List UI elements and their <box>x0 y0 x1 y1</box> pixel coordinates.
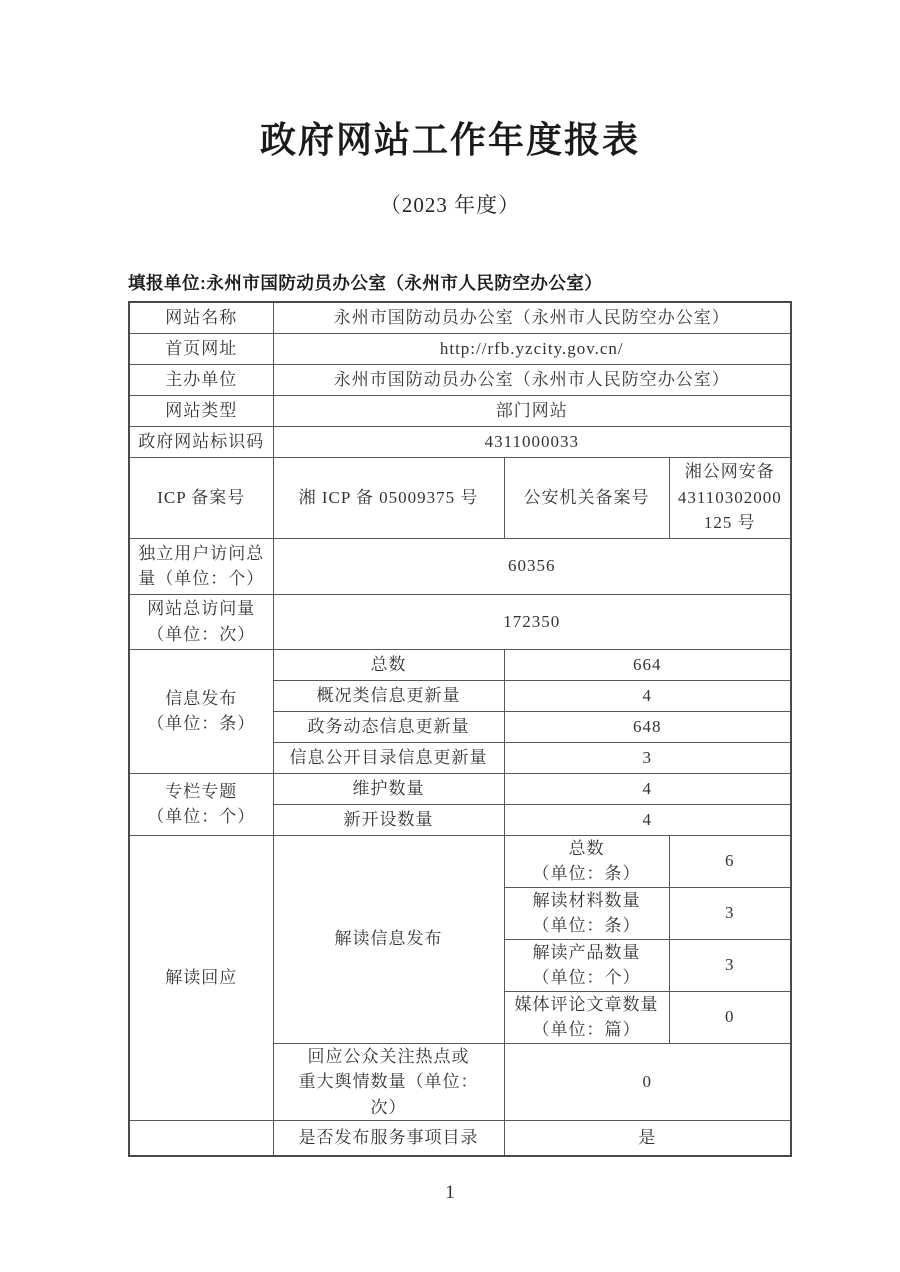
empty-cell <box>129 1121 273 1156</box>
table-row <box>129 835 791 887</box>
total-visits-label: 网站总访问量 （单位：次） <box>129 594 273 649</box>
table-row <box>129 594 791 649</box>
interpretation-group-label: 解读回应 <box>129 835 273 1121</box>
unique-visitors-value: 60356 <box>273 538 791 594</box>
disclosure-catalog-update-label: 信息公开目录信息更新量 <box>273 742 504 773</box>
site-type-label: 网站类型 <box>129 395 273 426</box>
home-url-label: 首页网址 <box>129 333 273 364</box>
info-publish-group-label: 信息发布 （单位：条） <box>129 649 273 773</box>
page-subtitle: （2023 年度） <box>379 193 521 217</box>
police-record-value <box>669 457 791 538</box>
annual-report-table <box>128 301 792 1157</box>
new-count-value: 4 <box>504 804 791 835</box>
info-publish-total-label: 总数 <box>273 649 504 680</box>
table-row <box>129 364 791 395</box>
home-url-value: http://rfb.yzcity.gov.cn/ <box>273 333 791 364</box>
table-row <box>129 302 791 333</box>
interpretation-publish-label: 解读信息发布 <box>273 835 504 1043</box>
media-articles-value: 0 <box>669 991 791 1043</box>
police-record-value-line: 湘公网安备 <box>684 462 775 482</box>
special-columns-group-label: 专栏专题 （单位：个） <box>129 773 273 835</box>
service-catalog-value: 是 <box>504 1121 791 1156</box>
table-row <box>129 649 791 680</box>
interpretation-total-label: 总数 （单位：条） <box>504 835 669 887</box>
police-record-label: 公安机关备案号 <box>504 457 669 538</box>
interpretation-product-value: 3 <box>669 939 791 991</box>
interpretation-total-value: 6 <box>669 835 791 887</box>
organizer-value: 永州市国防动员办公室（永州市人民防空办公室） <box>273 364 791 395</box>
hotspot-response-value: 0 <box>504 1043 791 1121</box>
site-code-value: 4311000033 <box>273 426 791 457</box>
interpretation-material-label: 解读材料数量 （单位：条） <box>504 887 669 939</box>
table-row <box>129 457 791 538</box>
site-name-label: 网站名称 <box>129 302 273 333</box>
reporting-unit-line: 填报单位:永州市国防动员办公室（永州市人民防空办公室） <box>128 273 603 293</box>
icp-label: ICP 备案号 <box>129 457 273 538</box>
new-count-label: 新开设数量 <box>273 804 504 835</box>
service-catalog-label: 是否发布服务事项目录 <box>273 1121 504 1156</box>
police-record-value-line: 125 号 <box>703 513 756 533</box>
table-row <box>129 773 791 804</box>
police-record-value-line: 43110302000 <box>677 487 782 507</box>
unique-visitors-label: 独立用户访问总 量（单位：个） <box>129 538 273 594</box>
interpretation-product-label: 解读产品数量 （单位：个） <box>504 939 669 991</box>
table-row <box>129 1121 791 1156</box>
page-title: 政府网站工作年度报表 <box>259 119 640 160</box>
table-row <box>129 395 791 426</box>
table-row <box>129 333 791 364</box>
site-name-value: 永州市国防动员办公室（永州市人民防空办公室） <box>273 302 791 333</box>
organizer-label: 主办单位 <box>129 364 273 395</box>
site-type-value: 部门网站 <box>273 395 791 426</box>
site-code-label: 政府网站标识码 <box>129 426 273 457</box>
table-row <box>129 426 791 457</box>
gov-news-update-value: 648 <box>504 711 791 742</box>
disclosure-catalog-update-value: 3 <box>504 742 791 773</box>
icp-value: 湘 ICP 备 05009375 号 <box>273 457 504 538</box>
maintained-count-value: 4 <box>504 773 791 804</box>
table-row <box>129 538 791 594</box>
total-visits-value: 172350 <box>273 594 791 649</box>
interpretation-material-value: 3 <box>669 887 791 939</box>
info-publish-total-value: 664 <box>504 649 791 680</box>
overview-update-label: 概况类信息更新量 <box>273 680 504 711</box>
gov-news-update-label: 政务动态信息更新量 <box>273 711 504 742</box>
media-articles-label: 媒体评论文章数量 （单位：篇） <box>504 991 669 1043</box>
page-number: 1 <box>445 1182 455 1203</box>
overview-update-value: 4 <box>504 680 791 711</box>
hotspot-response-label: 回应公众关注热点或 重大舆情数量（单位： 次） <box>273 1043 504 1121</box>
maintained-count-label: 维护数量 <box>273 773 504 804</box>
